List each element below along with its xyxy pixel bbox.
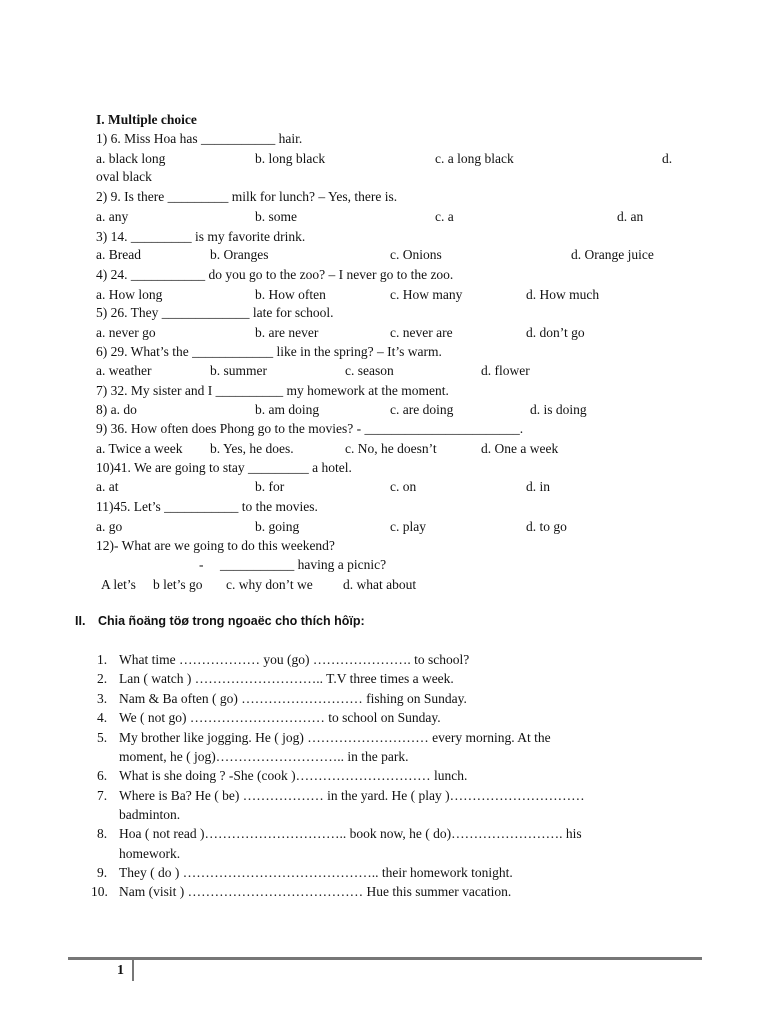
item-number: 5. bbox=[97, 730, 108, 745]
item-number: 9. bbox=[97, 865, 108, 880]
item-number: 4. bbox=[97, 710, 108, 725]
item-text: Nam & Ba often ( go) ……………………… fishing on Sunday. bbox=[119, 691, 467, 706]
item-number: 7. bbox=[97, 788, 108, 803]
option-b: b. long black bbox=[255, 151, 326, 166]
option-b: b. for bbox=[255, 479, 285, 494]
option-b: b let’s go bbox=[153, 577, 203, 592]
item-text: My brother like jogging. He ( jog) ……………………… every morning. At the bbox=[119, 730, 551, 745]
section-2-title: Chia ñoäng töø trong ngoaëc cho thích hôïp: bbox=[98, 614, 365, 628]
option-a: a. any bbox=[96, 209, 129, 224]
option-d: d. don’t go bbox=[526, 325, 585, 340]
item-text: Lan ( watch ) ……………………….. T.V three times a week. bbox=[119, 671, 454, 686]
answer-blank: ___________ having a picnic? bbox=[220, 557, 387, 572]
option-b: b. some bbox=[255, 209, 297, 224]
question-stem: 1) 6. Miss Hoa has ___________ hair. bbox=[96, 131, 303, 146]
option-c: c. a long black bbox=[435, 151, 514, 166]
item-number: 8. bbox=[97, 826, 108, 841]
item-number: 1. bbox=[97, 652, 108, 667]
question-stem: 10)41. We are going to stay _________ a hotel. bbox=[96, 460, 352, 475]
option-c: c. a bbox=[435, 209, 454, 224]
question-stem: 9) 36. How often does Phong go to the movies? - _______________________. bbox=[96, 421, 524, 436]
option-c: c. are doing bbox=[390, 402, 454, 417]
question-stem: 7) 32. My sister and I __________ my homework at the moment. bbox=[96, 383, 449, 398]
item-text-continued: badminton. bbox=[119, 807, 181, 822]
question-stem: 2) 9. Is there _________ milk for lunch? – Yes, there is. bbox=[96, 189, 398, 204]
option-d: d. One a week bbox=[481, 441, 559, 456]
option-c: c. How many bbox=[390, 287, 463, 302]
section-2-number: II. bbox=[75, 614, 86, 628]
option-d: d. what about bbox=[343, 577, 417, 592]
item-text: We ( not go) ………………………… to school on Sunday. bbox=[119, 710, 441, 725]
option-d: d. is doing bbox=[530, 402, 587, 417]
item-text: What is she doing ? -She (cook )………………………… lunch. bbox=[119, 768, 468, 783]
option-b: b. am doing bbox=[255, 402, 320, 417]
question-stem: 5) 26. They _____________ late for school. bbox=[96, 305, 334, 320]
option-b: b. Yes, he does. bbox=[210, 441, 294, 456]
option-b: b. How often bbox=[255, 287, 326, 302]
question-stem: 6) 29. What’s the ____________ like in the spring? – It’s warm. bbox=[96, 344, 442, 359]
footer-divider bbox=[132, 959, 134, 981]
option-c: c. why don’t we bbox=[226, 577, 313, 592]
item-number: 3. bbox=[97, 691, 108, 706]
question-stem: 4) 24. ___________ do you go to the zoo? – I never go to the zoo. bbox=[96, 267, 454, 282]
footer-rule bbox=[68, 957, 702, 960]
option-a: a. How long bbox=[96, 287, 163, 302]
item-text: Nam (visit ) ………………………………… Hue this summer vacation. bbox=[119, 884, 512, 899]
item-text: They ( do ) …………………………………….. their homework tonight. bbox=[119, 865, 513, 880]
option-a: a. Twice a week bbox=[96, 441, 183, 456]
item-text-continued: homework. bbox=[119, 846, 181, 861]
option-b: b. are never bbox=[255, 325, 319, 340]
option-b: b. going bbox=[255, 519, 300, 534]
option-c: c. on bbox=[390, 479, 417, 494]
option-d: d. bbox=[662, 151, 673, 166]
option-b: b. Oranges bbox=[210, 247, 269, 262]
item-text: Where is Ba? He ( be) ……………… in the yard. He ( play )………………………… bbox=[119, 788, 585, 803]
option-d: d. How much bbox=[526, 287, 600, 302]
option-a: 8) a. do bbox=[96, 402, 137, 417]
question-stem: 11)45. Let’s ___________ to the movies. bbox=[96, 499, 318, 514]
option-c: c. No, he doesn’t bbox=[345, 441, 437, 456]
option-d: d. flower bbox=[481, 363, 530, 378]
answer-dash: - bbox=[199, 557, 204, 572]
option-d: d. to go bbox=[526, 519, 567, 534]
page-number: 1 bbox=[117, 963, 124, 978]
item-number: 6. bbox=[97, 768, 108, 783]
option-c: c. never are bbox=[390, 325, 453, 340]
option-c: c. season bbox=[345, 363, 394, 378]
item-text: Hoa ( not read )………………………….. book now, he ( do)……………………. his bbox=[119, 826, 582, 841]
option-a: a. weather bbox=[96, 363, 152, 378]
item-text-continued: moment, he ( jog)……………………….. in the park. bbox=[119, 749, 409, 764]
option-a: a. never go bbox=[96, 325, 156, 340]
section-1-title: I. Multiple choice bbox=[96, 112, 197, 127]
option-d-wrap: oval black bbox=[96, 169, 152, 184]
option-a: a. at bbox=[96, 479, 119, 494]
option-d: d. in bbox=[526, 479, 551, 494]
option-b: b. summer bbox=[210, 363, 267, 378]
option-a: A let’s bbox=[101, 577, 136, 592]
item-text: What time ……………… you (go) …………………. to school? bbox=[119, 652, 470, 667]
option-a: a. Bread bbox=[96, 247, 141, 262]
item-number: 10. bbox=[91, 884, 108, 899]
question-stem: 3) 14. _________ is my favorite drink. bbox=[96, 229, 306, 244]
option-d: d. an bbox=[617, 209, 644, 224]
item-number: 2. bbox=[97, 671, 108, 686]
option-c: c. Onions bbox=[390, 247, 442, 262]
option-c: c. play bbox=[390, 519, 426, 534]
question-stem: 12)- What are we going to do this weekend? bbox=[96, 538, 335, 553]
option-a: a. go bbox=[96, 519, 123, 534]
option-d: d. Orange juice bbox=[571, 247, 654, 262]
option-a: a. black long bbox=[96, 151, 166, 166]
